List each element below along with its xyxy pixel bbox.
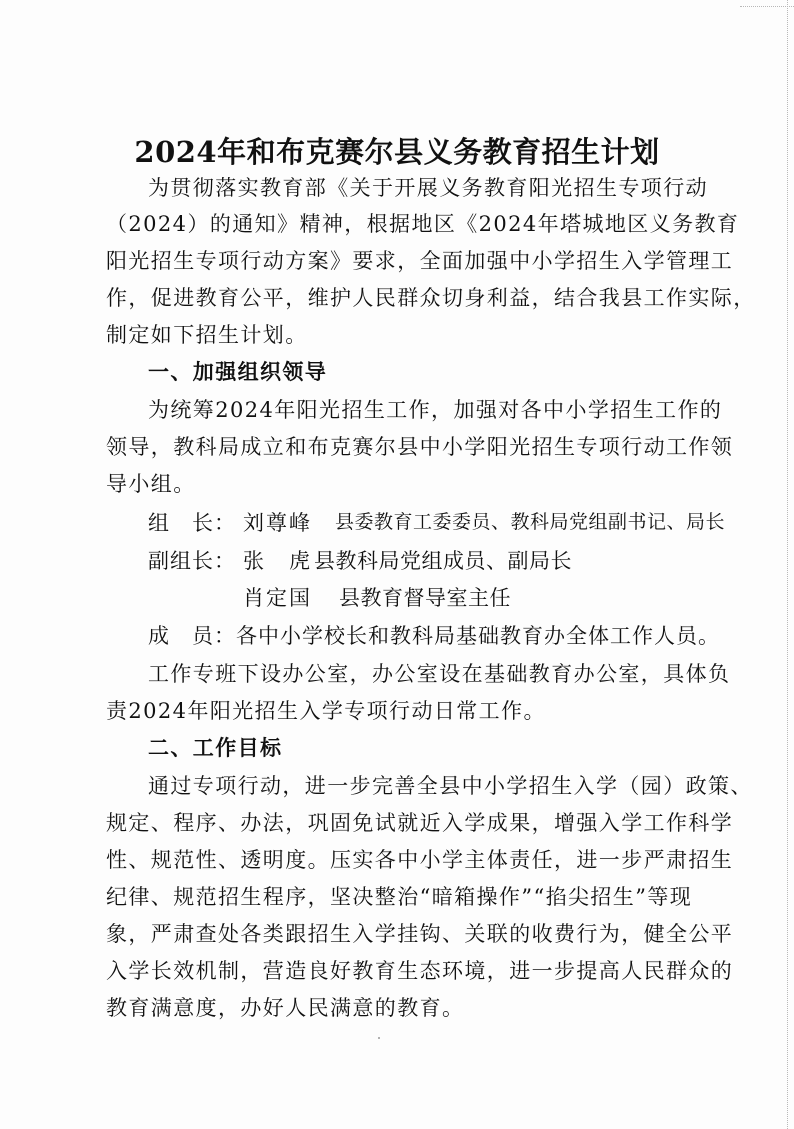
intro-line-1: 为贯彻落实教育部《关于开展义务教育阳光招生专项行动 [148,176,708,200]
document-title: 2024年和布克赛尔县义务教育招生计划 [134,135,660,169]
section-1-line-1: 为统筹2024年阳光招生工作，加强对各中小学招生工作的 [148,398,723,422]
section-2-line-6: 入学长效机制，营造良好教育生态环境，进一步提高人民群众的 [106,959,734,983]
scan-speck [378,1037,380,1039]
leader-duty: 县委教育工委委员、教科局党组副书记、局长 [335,511,726,533]
section-2-line-5: 象，严肃查处各类跟招生入学挂钩、关联的收费行为，健全公平 [106,922,734,946]
intro-line-3: 阳光招生专项行动方案》要求，全面加强中小学招生入学管理工 [106,249,734,273]
staff-line: 成 员：各中小学校长和教科局基础教育办全体工作人员。 [148,624,720,648]
section-1-line-2: 领导，教科局成立和布克赛尔县中小学阳光招生专项行动工作领 [106,435,734,459]
section-2-line-3: 性、规范性、透明度。压实各中小学主体责任，进一步严肃招生 [106,848,734,872]
deputy-leader-name-2: 肖定国 [243,586,312,610]
section-2-line-7: 教育满意度，办好人民满意的教育。 [106,996,465,1020]
office-line-1: 工作专班下设办公室，办公室设在基础教育办公室，具体负 [148,662,731,686]
section-2-line-4: 纪律、规范招生程序，坚决整治“暗箱操作”“掐尖招生”等现 [106,885,693,909]
section-2-heading: 二、工作目标 [148,736,283,760]
intro-line-5: 制定如下招生计划。 [106,323,308,347]
leader-role: 组 长： [148,511,236,535]
scan-edge-top [740,6,794,7]
section-2-line-2: 规定、程序、办法，巩固免试就近入学成果，增强入学工作科学 [106,811,734,835]
leader-name: 刘尊峰 [243,511,312,535]
section-2-line-1: 通过专项行动，进一步完善全县中小学招生入学（园）政策、 [148,774,753,798]
section-1-heading: 一、加强组织领导 [148,360,328,384]
office-line-2: 责2024年阳光招生入学专项行动日常工作。 [106,699,546,723]
deputy-leader-name-1: 张 虎 [243,549,312,573]
deputy-leader-role: 副组长： [148,549,236,573]
deputy-leader-duty-1: 县教科局党组成员、副局长 [314,549,572,573]
intro-line-4: 作，促进教育公平，维护人民群众切身利益，结合我县工作实际， [106,286,756,310]
deputy-leader-duty-2: 县教育督导室主任 [339,586,511,610]
intro-line-2: （2024）的通知》精神，根据地区《2024年塔城地区义务教育 [106,212,740,236]
section-1-line-3: 导小组。 [106,472,196,496]
